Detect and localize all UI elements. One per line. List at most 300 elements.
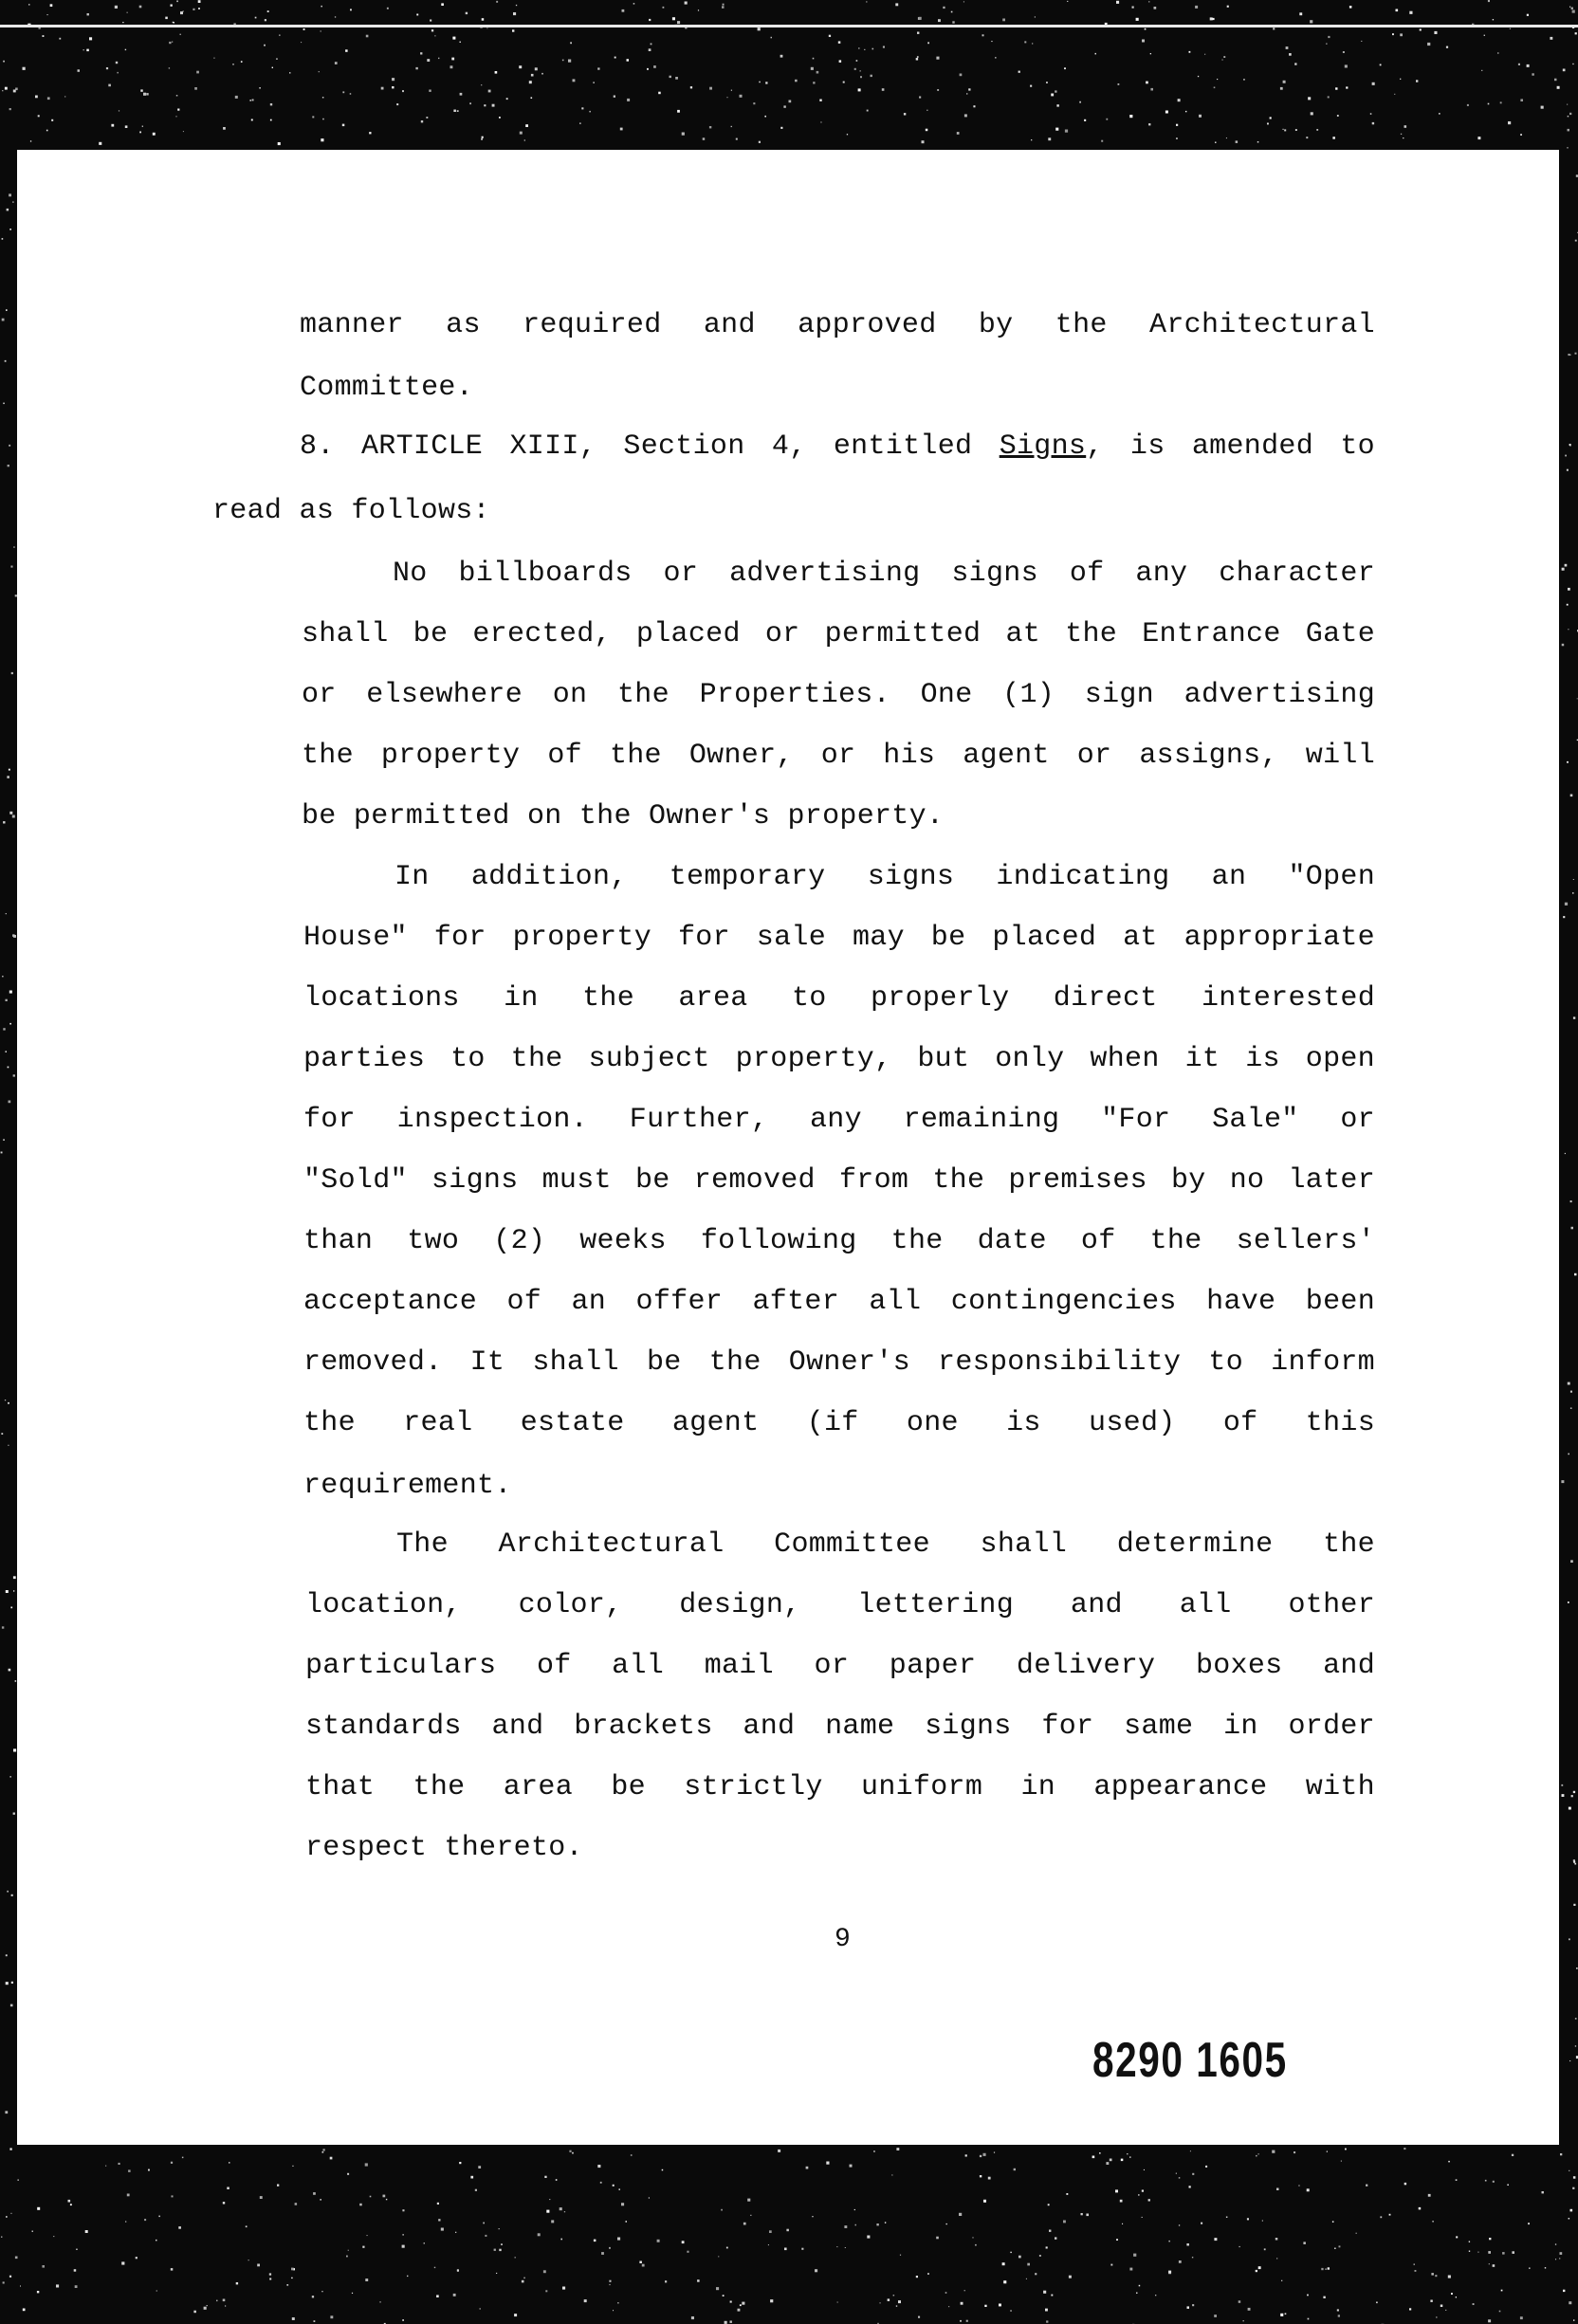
speckle bbox=[562, 2287, 565, 2290]
speckle bbox=[2, 976, 3, 977]
speckle bbox=[143, 93, 146, 96]
speckle bbox=[9, 812, 12, 814]
speckle bbox=[3, 2281, 5, 2283]
speckle bbox=[1574, 1273, 1577, 1276]
speckle bbox=[158, 2216, 160, 2218]
speckle bbox=[626, 2221, 628, 2223]
speckle bbox=[1027, 2263, 1030, 2266]
speckle bbox=[1493, 19, 1494, 20]
text-line: the property of the Owner, or his agent or assigns, will bbox=[302, 740, 1375, 772]
speckle bbox=[524, 139, 525, 140]
speckle bbox=[806, 2167, 809, 2169]
speckle bbox=[180, 11, 183, 14]
speckle bbox=[1217, 79, 1218, 80]
speckle bbox=[1176, 124, 1178, 126]
speckle bbox=[1570, 1560, 1573, 1563]
speckle bbox=[9, 991, 12, 994]
speckle bbox=[1396, 9, 1399, 12]
speckle bbox=[436, 2295, 439, 2297]
speckle bbox=[1256, 2155, 1257, 2157]
speckle bbox=[837, 2302, 838, 2303]
speckle bbox=[600, 2182, 602, 2184]
speckle bbox=[780, 55, 783, 58]
speckle bbox=[1192, 2173, 1194, 2175]
speckle bbox=[658, 92, 661, 95]
speckle bbox=[991, 41, 992, 42]
speckle bbox=[898, 2300, 901, 2303]
speckle bbox=[927, 2273, 929, 2275]
speckle bbox=[13, 546, 14, 547]
speckle bbox=[1186, 2243, 1189, 2246]
speckle bbox=[359, 2204, 362, 2206]
speckle bbox=[1055, 90, 1056, 92]
speckle bbox=[276, 58, 278, 60]
speckle bbox=[750, 2215, 751, 2216]
speckle bbox=[225, 2305, 226, 2306]
speckle bbox=[1488, 0, 1490, 2]
speckle bbox=[916, 2276, 918, 2278]
speckle bbox=[1002, 19, 1005, 22]
speckle bbox=[1086, 2214, 1089, 2217]
speckle bbox=[780, 127, 782, 129]
speckle bbox=[983, 2200, 986, 2203]
speckle bbox=[1555, 2259, 1556, 2260]
speckle bbox=[1341, 2161, 1342, 2162]
speckle bbox=[1046, 2320, 1048, 2322]
speckle bbox=[379, 2301, 380, 2302]
speckle bbox=[291, 2268, 294, 2271]
speckle bbox=[1190, 2150, 1191, 2151]
speckle bbox=[1563, 69, 1566, 72]
speckle bbox=[5, 360, 7, 362]
speckle bbox=[13, 1813, 15, 1815]
speckle bbox=[677, 110, 680, 113]
speckle bbox=[1569, 2060, 1570, 2061]
speckle bbox=[345, 49, 348, 52]
speckle bbox=[1168, 2271, 1171, 2274]
speckle bbox=[975, 2244, 977, 2246]
speckle bbox=[1310, 20, 1312, 23]
speckle bbox=[850, 2165, 853, 2168]
speckle bbox=[538, 2233, 541, 2236]
speckle bbox=[1440, 2305, 1443, 2308]
speckle bbox=[973, 2237, 974, 2238]
speckle bbox=[854, 68, 856, 70]
speckle bbox=[860, 76, 862, 78]
speckle bbox=[1185, 111, 1186, 112]
speckle bbox=[1281, 2280, 1282, 2281]
speckle bbox=[843, 82, 845, 83]
speckle bbox=[1051, 94, 1054, 97]
speckle bbox=[1380, 2216, 1382, 2218]
speckle bbox=[482, 137, 484, 138]
speckle bbox=[277, 2185, 279, 2187]
speckle bbox=[1343, 51, 1345, 53]
speckle bbox=[900, 2255, 901, 2256]
speckle bbox=[1571, 1795, 1573, 1797]
speckle bbox=[259, 87, 260, 88]
speckle bbox=[1568, 116, 1569, 118]
speckle bbox=[396, 103, 398, 105]
speckle bbox=[1121, 2159, 1124, 2162]
speckle bbox=[601, 2252, 604, 2255]
speckle bbox=[1563, 916, 1565, 918]
speckle bbox=[1572, 10, 1575, 13]
speckle bbox=[948, 2306, 949, 2307]
speckle bbox=[1236, 140, 1239, 143]
speckle bbox=[415, 67, 417, 69]
speckle bbox=[856, 60, 858, 62]
speckle bbox=[1055, 128, 1058, 131]
speckle bbox=[10, 2004, 13, 2007]
text-line: parties to the subject property, but only when it is open bbox=[303, 1043, 1375, 1075]
speckle bbox=[1435, 2275, 1437, 2277]
speckle bbox=[1520, 2316, 1523, 2319]
speckle bbox=[801, 2248, 803, 2250]
speckle bbox=[541, 73, 543, 75]
speckle bbox=[1046, 2246, 1048, 2248]
speckle bbox=[452, 37, 455, 40]
speckle bbox=[1527, 64, 1530, 67]
speckle bbox=[1257, 141, 1259, 143]
speckle bbox=[1, 2237, 2, 2238]
speckle bbox=[1565, 455, 1567, 457]
speckle bbox=[1431, 2273, 1434, 2276]
speckle bbox=[613, 2185, 615, 2187]
speckle bbox=[1118, 83, 1120, 85]
speckle bbox=[480, 2308, 481, 2309]
text-line bbox=[300, 430, 1375, 463]
speckle bbox=[740, 95, 743, 98]
speckle bbox=[1568, 629, 1569, 630]
speckle bbox=[1326, 44, 1327, 45]
speckle bbox=[812, 2216, 813, 2217]
speckle bbox=[18, 2180, 19, 2181]
speckle bbox=[1270, 117, 1272, 119]
speckle bbox=[529, 81, 532, 83]
speckle bbox=[984, 2305, 986, 2307]
speckle bbox=[1325, 2269, 1326, 2270]
speckle bbox=[1510, 28, 1511, 29]
speckle bbox=[873, 2150, 875, 2152]
speckle bbox=[7, 209, 9, 211]
speckle bbox=[320, 2199, 321, 2201]
speckle bbox=[1064, 67, 1066, 69]
speckle bbox=[182, 2157, 184, 2159]
speckle bbox=[1493, 2264, 1495, 2267]
speckle bbox=[148, 2169, 150, 2171]
speckle bbox=[441, 2228, 444, 2231]
speckle bbox=[1212, 18, 1214, 20]
speckle bbox=[725, 2321, 727, 2324]
speckle bbox=[883, 46, 885, 48]
speckle bbox=[136, 2257, 138, 2259]
speckle bbox=[232, 64, 234, 65]
speckle bbox=[1573, 2319, 1574, 2320]
speckle bbox=[1195, 6, 1198, 9]
speckle bbox=[917, 32, 919, 34]
speckle bbox=[1308, 2318, 1310, 2320]
speckle bbox=[642, 2264, 645, 2267]
speckle bbox=[826, 2162, 829, 2165]
speckle bbox=[786, 2229, 789, 2232]
speckle bbox=[768, 2244, 769, 2245]
speckle bbox=[1508, 121, 1511, 124]
speckle bbox=[85, 2230, 88, 2233]
speckle bbox=[1316, 129, 1318, 131]
speckle bbox=[286, 2284, 288, 2286]
speckle bbox=[10, 2213, 11, 2214]
speckle bbox=[1280, 87, 1283, 90]
speckle bbox=[543, 2270, 546, 2273]
speckle bbox=[570, 42, 572, 44]
speckle bbox=[759, 141, 761, 143]
speckle bbox=[6, 999, 8, 1001]
speckle bbox=[10, 566, 12, 568]
speckle bbox=[573, 79, 576, 82]
speckle bbox=[30, 140, 31, 141]
speckle bbox=[1272, 2150, 1275, 2153]
text-line: Committee. bbox=[300, 372, 474, 404]
speckle bbox=[421, 120, 423, 122]
speckle bbox=[709, 87, 712, 90]
speckle bbox=[99, 142, 101, 145]
speckle bbox=[196, 71, 199, 74]
speckle bbox=[730, 2301, 732, 2303]
speckle bbox=[121, 2261, 124, 2264]
speckle bbox=[46, 130, 48, 132]
speckle bbox=[172, 2195, 174, 2197]
speckle bbox=[682, 133, 685, 136]
speckle bbox=[1562, 644, 1565, 647]
speckle bbox=[1370, 113, 1372, 115]
speckle bbox=[246, 2225, 248, 2227]
speckle bbox=[839, 60, 842, 63]
speckle bbox=[430, 20, 431, 22]
speckle bbox=[1432, 2221, 1434, 2223]
speckle bbox=[572, 2152, 574, 2154]
speckle bbox=[613, 2310, 614, 2311]
speckle bbox=[156, 2240, 157, 2242]
speckle bbox=[1568, 1382, 1570, 1385]
speckle bbox=[1010, 2252, 1011, 2253]
speckle bbox=[927, 42, 929, 44]
speckle bbox=[1198, 76, 1199, 77]
speckle bbox=[9, 229, 11, 230]
speckle bbox=[1570, 1407, 1572, 1409]
speckle bbox=[621, 2203, 624, 2205]
speckle bbox=[1488, 2319, 1491, 2322]
speckle bbox=[936, 2237, 939, 2240]
speckle bbox=[1, 1433, 3, 1435]
speckle bbox=[1557, 86, 1560, 89]
speckle bbox=[982, 34, 984, 36]
speckle bbox=[522, 2280, 524, 2283]
speckle bbox=[9, 1669, 11, 1672]
speckle bbox=[1448, 2276, 1451, 2278]
speckle bbox=[864, 49, 865, 50]
speckle bbox=[1307, 2188, 1310, 2191]
speckle bbox=[1467, 104, 1469, 106]
speckle bbox=[1446, 46, 1448, 48]
speckle bbox=[322, 97, 324, 99]
speckle bbox=[546, 2210, 549, 2213]
speckle bbox=[1561, 1480, 1564, 1483]
speckle bbox=[335, 16, 336, 17]
speckle bbox=[1428, 2194, 1431, 2197]
speckle bbox=[1024, 41, 1026, 43]
speckle bbox=[128, 2169, 131, 2172]
speckle bbox=[1574, 1863, 1576, 1865]
speckle bbox=[1048, 137, 1051, 140]
speckle bbox=[3, 403, 5, 405]
speckle bbox=[13, 1074, 15, 1076]
text-line: or elsewhere on the Properties. One (1) sign advertising bbox=[302, 679, 1375, 711]
speckle bbox=[1573, 1904, 1575, 1906]
speckle bbox=[895, 3, 898, 6]
speckle bbox=[1571, 1227, 1574, 1230]
speckle bbox=[1063, 2221, 1066, 2223]
speckle bbox=[1210, 17, 1213, 20]
speckle bbox=[1079, 101, 1081, 103]
speckle bbox=[9, 108, 11, 110]
speckle bbox=[117, 72, 119, 74]
speckle bbox=[1575, 240, 1577, 242]
speckle bbox=[1434, 31, 1437, 34]
text-line: that the area be strictly uniform in appearance with bbox=[305, 1771, 1375, 1803]
speckle bbox=[265, 19, 266, 21]
speckle bbox=[1567, 761, 1569, 763]
speckle bbox=[1477, 2252, 1478, 2253]
speckle bbox=[342, 124, 345, 127]
speckle bbox=[747, 2199, 750, 2202]
speckle bbox=[453, 2294, 456, 2297]
speckle bbox=[999, 2304, 1001, 2307]
speckle bbox=[1295, 129, 1297, 131]
speckle bbox=[1554, 79, 1557, 82]
speckle bbox=[1346, 86, 1348, 88]
speckle bbox=[966, 2320, 968, 2322]
speckle bbox=[15, 1680, 17, 1682]
speckle bbox=[1569, 2301, 1571, 2304]
speckle bbox=[1327, 2151, 1328, 2152]
speckle bbox=[1473, 2303, 1475, 2305]
speckle bbox=[1035, 16, 1036, 17]
speckle bbox=[314, 2320, 316, 2322]
speckle bbox=[496, 1, 498, 3]
speckle bbox=[1403, 137, 1404, 138]
speckle bbox=[279, 35, 280, 36]
speckle bbox=[207, 2305, 208, 2306]
speckle bbox=[916, 58, 918, 60]
speckle bbox=[1550, 37, 1552, 40]
speckle bbox=[1115, 2189, 1118, 2192]
speckle bbox=[122, 22, 123, 23]
speckle bbox=[269, 2273, 271, 2275]
speckle bbox=[1201, 2223, 1202, 2224]
speckle bbox=[2, 90, 3, 91]
speckle bbox=[47, 97, 50, 100]
speckle bbox=[37, 2207, 40, 2210]
speckle bbox=[392, 78, 394, 81]
speckle bbox=[213, 58, 214, 59]
speckle bbox=[718, 2256, 719, 2257]
speckle bbox=[1155, 2295, 1156, 2296]
speckle bbox=[146, 93, 148, 95]
speckle bbox=[672, 17, 675, 20]
speckle bbox=[260, 2196, 263, 2199]
speckle bbox=[697, 2279, 700, 2282]
speckle bbox=[9, 2276, 11, 2278]
speckle bbox=[1339, 2245, 1341, 2247]
speckle bbox=[1066, 2193, 1068, 2195]
speckle bbox=[89, 37, 92, 40]
speckle bbox=[594, 2240, 596, 2242]
speckle bbox=[1120, 2200, 1123, 2203]
speckle bbox=[888, 2298, 890, 2301]
speckle bbox=[1110, 2264, 1112, 2266]
speckle bbox=[12, 202, 13, 203]
speckle bbox=[1284, 129, 1286, 131]
speckle bbox=[11, 1982, 13, 1984]
speckle bbox=[619, 2188, 620, 2189]
speckle bbox=[119, 2163, 120, 2165]
speckle bbox=[6, 1051, 8, 1052]
speckle bbox=[663, 7, 665, 9]
speckle bbox=[116, 62, 118, 64]
speckle bbox=[1192, 2257, 1193, 2258]
speckle bbox=[264, 45, 266, 46]
speckle bbox=[1046, 82, 1048, 83]
speckle bbox=[1168, 2241, 1170, 2242]
speckle bbox=[270, 119, 272, 121]
speckle bbox=[76, 2249, 77, 2250]
speckle bbox=[1501, 2290, 1503, 2292]
speckle bbox=[995, 57, 997, 59]
speckle bbox=[682, 2241, 685, 2243]
speckle bbox=[1306, 137, 1308, 138]
speckle bbox=[1430, 2300, 1432, 2302]
speckle bbox=[1223, 56, 1225, 58]
speckle bbox=[255, 17, 257, 19]
speckle bbox=[1294, 63, 1296, 64]
speckle bbox=[3, 821, 5, 823]
speckle bbox=[177, 109, 179, 111]
speckle bbox=[512, 29, 514, 31]
speckle bbox=[1493, 2181, 1495, 2183]
speckle bbox=[330, 2157, 333, 2160]
speckle bbox=[1570, 1200, 1572, 1202]
speckle bbox=[917, 56, 919, 58]
speckle bbox=[633, 3, 635, 5]
speckle bbox=[402, 2234, 404, 2236]
speckle bbox=[37, 2291, 39, 2293]
speckle bbox=[125, 125, 128, 128]
speckle bbox=[1404, 2148, 1405, 2150]
speckle bbox=[514, 2314, 517, 2316]
speckle bbox=[866, 1, 867, 2]
speckle bbox=[50, 4, 53, 7]
text-line: requirement. bbox=[303, 1470, 512, 1502]
speckle bbox=[457, 2269, 459, 2271]
speckle bbox=[1286, 46, 1289, 49]
speckle bbox=[959, 2213, 962, 2216]
speckle bbox=[9, 193, 11, 196]
speckle bbox=[738, 2309, 741, 2312]
speckle bbox=[964, 114, 967, 117]
speckle bbox=[1573, 879, 1574, 880]
speckle bbox=[434, 35, 435, 36]
